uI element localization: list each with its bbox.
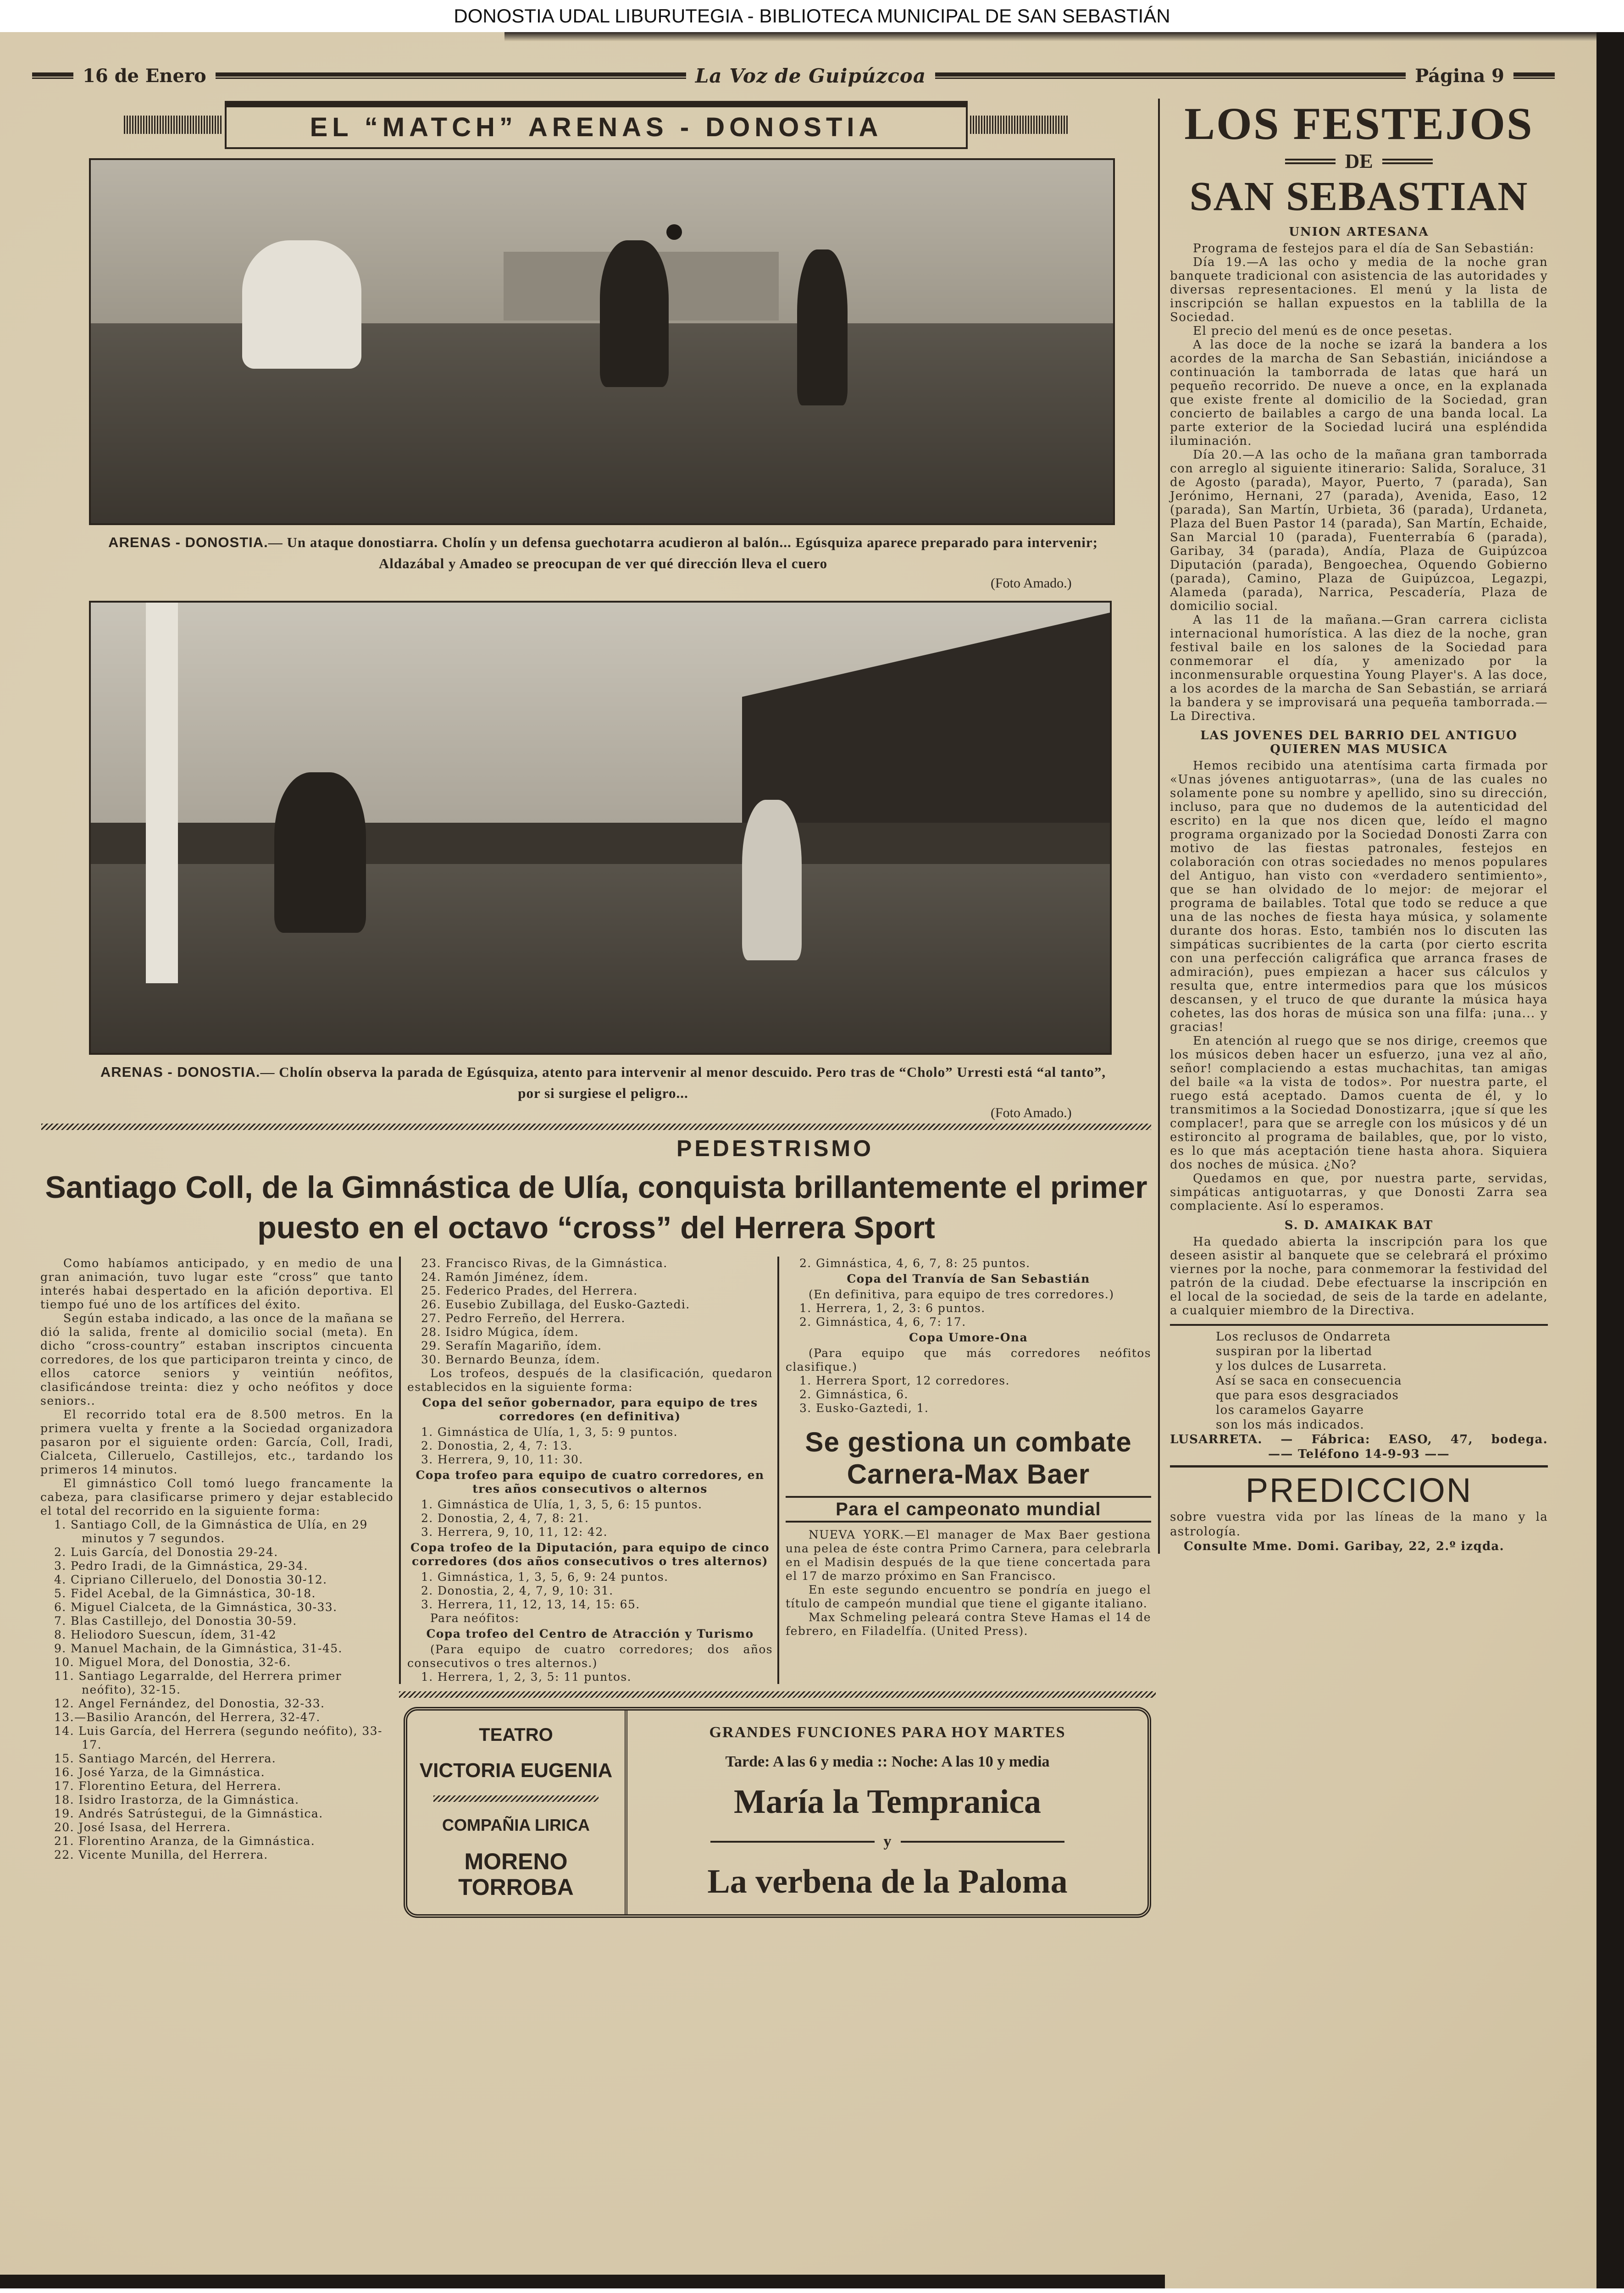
verse-line: Los reclusos de Ondarreta [1216, 1330, 1391, 1344]
wavy-divider [399, 1691, 1156, 1698]
list-item: 25. Federico Prades, del Herrera. [421, 1284, 638, 1297]
ad-verse [1170, 1329, 1548, 1432]
company-label: COMPAÑIA LIRICA [442, 1816, 590, 1835]
paragraph: (Para equipo de cuatro corredores; dos años consecutivos o tres alternos.) [407, 1643, 773, 1670]
company-name: MORENO TORROBA [458, 1849, 574, 1900]
masthead-rule [935, 72, 1406, 79]
scan-border [1596, 32, 1624, 2288]
list-item: 2. Gimnástica, 6. [799, 1388, 909, 1401]
verse-line: que para esos desgraciados [1216, 1389, 1399, 1402]
masthead-rule [1513, 72, 1555, 79]
ad-phone: —— Teléfono 14-9-93 —— [1268, 1447, 1450, 1461]
paragraph: El gimnástico Coll tomó luego francamente la cabeza, para clasificarse primero y dejar establecido el total del recorrido en la siguiente forma: [40, 1477, 394, 1518]
subheading: Copa trofeo de la Diputación, para equipo de cinco corredores (dos años consecutivos o tres alternos) [410, 1541, 770, 1568]
archive-banner: DONOSTIA UDAL LIBURUTEGIA - BIBLIOTECA MUNICIPAL DE SAN SEBASTIÁN [0, 0, 1624, 32]
list-item: 8. Heliodoro Suescun, ídem, 31-42 [54, 1628, 277, 1641]
paragraph: (Para equipo que más corredores neófitos clasifique.) [786, 1346, 1151, 1374]
list-item: 11. Santiago Legarralde, del Herrera primer neófito), 32-15. [54, 1669, 342, 1696]
theatre-ad-right [627, 1711, 1147, 1914]
subheading: Copa del Tranvía de San Sebastián [847, 1272, 1090, 1285]
theatre-ad-left [407, 1711, 627, 1914]
festejos-subtitle: SAN SEBASTIAN [1189, 174, 1529, 219]
player-figure [742, 800, 802, 960]
caption-text: — Un ataque donostiarra. Cholín y un defensa guechotarra acudieron al balón... Egúsquiza aparece preparado para intervenir; Aldazábal y Amadeo se preocupan de ver qué dirección lleva el cuero [268, 534, 1098, 571]
subheading: UNION ARTESANA [1289, 225, 1429, 239]
ad-title: PREDICCION [1245, 1471, 1473, 1509]
subheading: Copa del señor gobernador, para equipo de tres corredores (en definitiva) [422, 1396, 758, 1423]
match-photo-1 [89, 158, 1115, 525]
list-item: 2. Gimnástica, 4, 6, 7, 8: 25 puntos. [799, 1257, 1031, 1270]
list-item: 3. Eusko-Gaztedi, 1. [799, 1401, 929, 1415]
ad-contact: Consulte Mme. Domi. Garibay, 22, 2.º izqda. [1184, 1540, 1504, 1553]
festejos-de [1170, 149, 1548, 174]
ad-text: sobre vuestra vida por las líneas de la mano y la astrología. [1170, 1510, 1548, 1539]
list-item: 15. Santiago Marcén, del Herrera. [54, 1752, 277, 1765]
show-schedule: Tarde: A las 6 y media :: Noche: A las 10 y media [725, 1753, 1050, 1770]
list-item: 10. Miguel Mora, del Donostia, 32-6. [54, 1656, 291, 1669]
crowd [91, 823, 1112, 864]
boxing-body [786, 1528, 1151, 1638]
paragraph: En atención al ruego que se nos dirige, creemos que los músicos deben hacer un esfuerzo, ¡una vez al año, señor! complaciendo a estas muchachitas, tan amigas del baile «a la vista de todos». Por nuestra parte, el ruego está aceptado. Damos cuenta de él, y lo transmitimos a la Sociedad Donostizarra, ¡que sí que les complacer!, para que se arregle con los músicos y dé un estironcito al programa de bailables, que, por lo visto, es lo que más aceptación tiene hasta ahora. Siquiera dos noches de música. ¿No? [1170, 1034, 1548, 1172]
divider [1170, 1324, 1548, 1326]
list-item: 21. Florentino Aranza, de la Gimnástica. [54, 1834, 316, 1848]
subheading: Copa trofeo del Centro de Atracción y Turismo [426, 1627, 754, 1640]
article-column-3 [777, 1257, 1156, 1684]
list-item: 3. Pedro Iradi, de la Gimnástica, 29-34. [54, 1559, 308, 1573]
paragraph: Programa de festejos para el día de San Sebastián: [1193, 242, 1535, 255]
list-item: 28. Isidro Múgica, ídem. [421, 1325, 579, 1339]
subheading: S. D. AMAIKAK BAT [1284, 1219, 1434, 1232]
list-item: 16. José Yarza, de la Gimnástica. [54, 1766, 265, 1779]
paragraph: Quedamos en que, por nuestra parte, servidas, simpáticas antiguotarras, y que Donosti Zarra sea complaciente. Así lo esperamos. [1170, 1172, 1548, 1213]
paragraph: NUEVA YORK.—El manager de Max Baer gestiona una pelea de éste contra Primo Carnera, para celebrarla en el Madisin después de la que tiene concertada para el 17 de marzo próximo en San Francisco. [786, 1528, 1151, 1583]
list-item: 1. Herrera Sport, 12 corredores. [799, 1374, 1010, 1387]
photo-credit: (Foto Amado.) [991, 576, 1072, 591]
photo-caption-2 [92, 1062, 1114, 1104]
ball [666, 224, 682, 240]
paragraph: Max Schmeling peleará contra Steve Hamas el 14 de febrero, en Filadelfía. (United Press). [786, 1611, 1151, 1638]
paragraph: A las 11 de la mañana.—Gran carrera ciclista internacional humorística. A las diez de la noche, gran festival baile en los salones de la Sociedad para conmemorar el día, y amenizado por la inconmensurable orquestina Young Player's. A las doce, a los acordes de la marcha de San Sebastián, se arriará la bandera y se improvisará una pequeña tamborrada.—La Directiva. [1170, 613, 1548, 723]
festejos-title: LOS FESTEJOS [1184, 98, 1534, 149]
list-item: 3. Herrera, 9, 10, 11: 30. [421, 1453, 583, 1466]
list-item: 27. Pedro Ferreño, del Herrera. [421, 1312, 626, 1325]
ornament-hatch [124, 116, 222, 134]
show-conjunction [710, 1833, 1064, 1850]
list-item: 1. Gimnástica de Ulía, 1, 3, 5, 6: 15 puntos. [421, 1498, 703, 1511]
match-photo-2 [89, 601, 1112, 1055]
paragraph: Según estaba indicado, a las once de la mañana se dió la salida, frente al domicilio social (meta). En dicho “cross-country” estaban inscriptos cincuenta corredores, de los que participaron treinta y cinco, de ellos catorce seniors y veintiún neófitos, clasificándose treinta: diez y ocho neófitos y doce seniors.. [40, 1312, 394, 1407]
ornament-hatch [970, 116, 1069, 134]
list-item: 1. Herrera, 1, 2, 3, 5: 11 puntos. [421, 1670, 632, 1684]
paragraph: Como habíamos anticipado, y en medio de una gran animación, tuvo lugar este “cross” que tanto interés habai despertado en la afición deportiva. El tiempo fué uno de los artífices del éxito. [40, 1257, 394, 1311]
subheading: Copa Umore-Ona [909, 1331, 1028, 1344]
list-item: 1. Santiago Coll, de la Gimnástica de Ulía, en 29 minutos y 7 segundos. [54, 1518, 368, 1545]
show-title-2: La verbena de la Paloma [707, 1863, 1068, 1900]
list-item: 9. Manuel Machain, de la Gimnástica, 31-45. [54, 1642, 343, 1655]
masthead-rule [32, 72, 73, 79]
ad-intro: GRANDES FUNCIONES PARA HOY MARTES [709, 1724, 1066, 1741]
masthead-rule [216, 72, 686, 79]
goal-post [146, 603, 178, 983]
paragraph: Para neófitos: [430, 1612, 520, 1625]
list-item: 2. Donostia, 2, 4, 7, 8: 21. [421, 1512, 589, 1525]
list-item: 2. Gimnástica, 4, 6, 7: 17. [799, 1315, 966, 1329]
paragraph: El recorrido total era de 8.500 metros. En la primera vuelta y frente a la Sociedad organizadora pasaron por el siguiente orden: García, Coll, Iradi, Cialceta, Cilleruelo, Castillejos, etc., tardando los primeros 14 minutos. [40, 1408, 394, 1476]
list-item: 29. Serafín Magariño, ídem. [421, 1339, 602, 1352]
caption-text: — Cholín observa la parada de Egúsquiza, atento para intervenir al menor descuido. Pero tras de “Cholo” Urresti está “al tanto”, por si surgiese el peligro... [260, 1064, 1106, 1101]
list-item: 2. Luis García, del Donostia 29-24. [54, 1545, 278, 1559]
venue-label: TEATRO [479, 1724, 553, 1745]
list-item: 7. Blas Castillejo, del Donostia 30-59. [54, 1614, 297, 1628]
verse-line: son los más indicados. [1216, 1418, 1364, 1432]
trophy-results [786, 1257, 1151, 1415]
list-item: 3. Herrera, 9, 10, 11, 12: 42. [421, 1525, 608, 1539]
prediccion-advertisement [1170, 1471, 1548, 1554]
subheading: Copa trofeo para equipo de cuatro corredores, en tres años consecutivos o alternos [416, 1468, 765, 1495]
article-column-2 [399, 1257, 777, 1684]
player-figure [600, 240, 669, 387]
ad-footer: LUSARRETA. — Fábrica: EASO, 47, bodega. [1170, 1433, 1548, 1446]
boxing-headline: Se gestiona un combate Carnera-Max Baer [805, 1427, 1132, 1490]
list-item: 17. Florentino Eetura, del Herrera. [54, 1779, 282, 1793]
festejos-de-text: DE [1345, 150, 1373, 172]
divider [1170, 1465, 1548, 1468]
paragraph: Día 20.—A las ocho de la mañana gran tamborrada con arreglo al siguiente itinerario: Salida, Soraluce, 31 de Agosto (parada), Mayor, Puerto, 7 (parada), San Jerónimo, Hernani, 27 (parada), Avenida, Easo, 12 (parada), San Martín, Urbieta, 36 (parada), Urdaneta, Plaza del Buen Pastor 14 (parada), San Martín, Echaide, San Marcial 10 (parada), Fuenterrabía 6 (parada), Garibay, 34 (parada), Andía, Plaza de Guipúzcoa Diputación (parada), Bengoechea, Oquendo Gobierno (parada), Camino, Plaza de Guipúzcoa, Legazpi, Alameda (parada), Narrica, Pescadería, Plaza de domicilio social. [1170, 448, 1548, 613]
paragraph: A las doce de la noche se izará la bandera a los acordes de la marcha de San Sebastián, iniciándose a continuación la tamborrada de latas que hará un pequeño recorrido. De nueve a once, en la explanada que existe frente al domicilio de la Sociedad, gran concierto de bailables a cargo de una banda local. La parte exterior de la Sociedad lucirá una espléndida iluminación. [1170, 338, 1548, 448]
list-item: 13.—Basilio Arancón, del Herrera, 32-47. [54, 1711, 321, 1724]
subheading: LAS JOVENES DEL BARRIO DEL ANTIGUO QUIEREN MAS MUSICA [1200, 729, 1518, 756]
ad-phone-text: Teléfono 14-9-93 [1298, 1447, 1420, 1461]
masthead [32, 64, 1555, 87]
caption-lead: ARENAS - DONOSTIA. [108, 534, 268, 550]
verse-line: Así se saca en consecuencia [1216, 1374, 1402, 1388]
theatre-advertisement [404, 1707, 1151, 1918]
list-item: 18. Isidro Irastorza, de la Gimnástica. [54, 1793, 299, 1806]
wavy-divider [41, 1124, 1151, 1130]
venue-name: VICTORIA EUGENIA [419, 1759, 613, 1782]
scan-border-bottom [0, 2275, 1165, 2288]
wavy-divider [433, 1795, 599, 1802]
photo-caption-1 [92, 532, 1114, 574]
list-item: 6. Miguel Cialceta, de la Gimnástica, 30-33. [54, 1601, 338, 1614]
article-headline: Santiago Coll, de la Gimnástica de Ulía, conquista brillantemente el primer puesto en el octavo “cross” del Herrera Sport [45, 1170, 1147, 1245]
list-item: 2. Donostia, 2, 4, 7, 9, 10: 31. [421, 1584, 614, 1597]
verse-line: y los dulces de Lusarreta. [1216, 1359, 1387, 1373]
festejos-body [1170, 225, 1548, 1318]
verse-line: los caramelos Gayarre [1216, 1403, 1364, 1417]
paragraph: (En definitiva, para equipo de tres corredores.) [809, 1288, 1114, 1301]
newspaper-name: La Voz de Guipúzcoa [695, 64, 926, 87]
list-item: 3. Herrera, 11, 12, 13, 14, 15: 65. [421, 1598, 640, 1611]
match-title: EL “MATCH” ARENAS - DONOSTIA [225, 101, 968, 149]
masthead-date: 16 de Enero [83, 65, 206, 87]
paragraph: Ha quedado abierta la inscripción para los que deseen asistir al banquete que se celebrará el próximo viernes por la noche, para conmemorar la festividad del patrón de la ciudad. Debe efectuarse la inscripción en el local de la sociedad, de seis de la tarde en adelante, a cualquier miembro de la Directiva. [1170, 1235, 1548, 1318]
verse-line: suspiran por la libertad [1216, 1345, 1373, 1358]
page-edge-shadow [504, 32, 1624, 41]
section-title: PEDESTRISMO [676, 1135, 874, 1161]
caption-lead: ARENAS - DONOSTIA. [100, 1064, 261, 1080]
list-item: 1. Gimnástica de Ulía, 1, 3, 5: 9 puntos. [421, 1425, 678, 1439]
list-item: 19. Andrés Satrústegui, de la Gimnástica. [54, 1807, 323, 1820]
paragraph: En este segundo encuentro se pondría en juego el título de campeón mundial que tiene el gigante italiano. [786, 1583, 1151, 1610]
list-item: 2. Donostia, 2, 4, 7: 13. [421, 1439, 573, 1452]
middle-columns-row [399, 1257, 1156, 1684]
article-column-1 [40, 1257, 394, 1862]
player-figure [242, 240, 361, 369]
list-item: 4. Cipriano Cilleruelo, del Donostia 30-12. [54, 1573, 327, 1586]
list-item: 26. Eusebio Zubillaga, del Eusko-Gaztedi. [421, 1298, 690, 1311]
player-figure [797, 249, 848, 405]
boxing-subhead: Para el campeonato mundial [786, 1496, 1151, 1523]
goalkeeper-figure [274, 772, 366, 933]
list-item: 12. Angel Fernández, del Donostia, 32-33. [54, 1697, 325, 1710]
middle-columns [399, 1257, 1156, 1918]
list-item: 30. Bernardo Beunza, ídem. [421, 1353, 600, 1366]
list-item: 14. Luis García, del Herrera (segundo neófito), 33-17. [54, 1724, 382, 1751]
paragraph: El precio del menú es de once pesetas. [1193, 324, 1453, 338]
conjunction-text: y [883, 1833, 892, 1850]
lusarreta-advertisement [1170, 1329, 1548, 1462]
paragraph: Los trofeos, después de la clasificación, quedaron establecidos en la siguiente forma: [407, 1367, 773, 1394]
page-number: Página 9 [1415, 65, 1504, 87]
paragraph: Hemos recibido una atentísima carta firmada por «Unas jóvenes antiguotarras», (una de las cuales no solamente pone su nombre y apellido, sino su dirección, incluso, para que no dudemos de la autenticidad del escrito) en la que nos dicen que, leído el magno programa organizado por la Sociedad Donosti Zarra con motivo de las fiestas patronales, festejos en colaboración con otras sociedades no menos populares del Antiguo, han visto con «verdadero sentimiento», que se han olvidado de lo mejor: de mejorar el programa de bailables. Total que todo se reduce a que una de las noches de fiesta haya música, y solamente durante dos horas. Esto, también nos lo discuten las simpáticas sucribientes de la carta (por cierto escrita con una perfección caligráfica que arranca frases de admiración), pues empiezan a hacer sus cálculos y resulta que, entre intermedios para que los músicos descansen, y el truco de que durante la música haya cohetes, las dos horas de música son una filfa: ¡una... y gracias! [1170, 759, 1548, 1034]
list-item: 5. Fidel Acebal, de la Gimnástica, 30-18. [54, 1587, 316, 1600]
list-item: 22. Vicente Munilla, del Herrera. [54, 1848, 268, 1861]
show-title-1: María la Tempranica [733, 1783, 1042, 1821]
list-item: 20. José Isasa, del Herrera. [54, 1821, 231, 1834]
photo-credit: (Foto Amado.) [991, 1105, 1072, 1120]
festejos-column [1158, 99, 1548, 1554]
list-item: 1. Herrera, 1, 2, 3: 6 puntos. [799, 1302, 986, 1315]
list-item: 1. Gimnástica, 1, 3, 5, 6, 9: 24 puntos. [421, 1570, 669, 1584]
list-item: 24. Ramón Jiménez, ídem. [421, 1270, 589, 1284]
list-item: 23. Francisco Rivas, de la Gimnástica. [421, 1257, 668, 1270]
paragraph: Día 19.—A las ocho y media de la noche gran banquete tradicional con asistencia de las autoridades y diversas representaciones. El menú y la lista de inscripción se hallan expuestos en la tablilla de la Sociedad. [1170, 255, 1548, 324]
